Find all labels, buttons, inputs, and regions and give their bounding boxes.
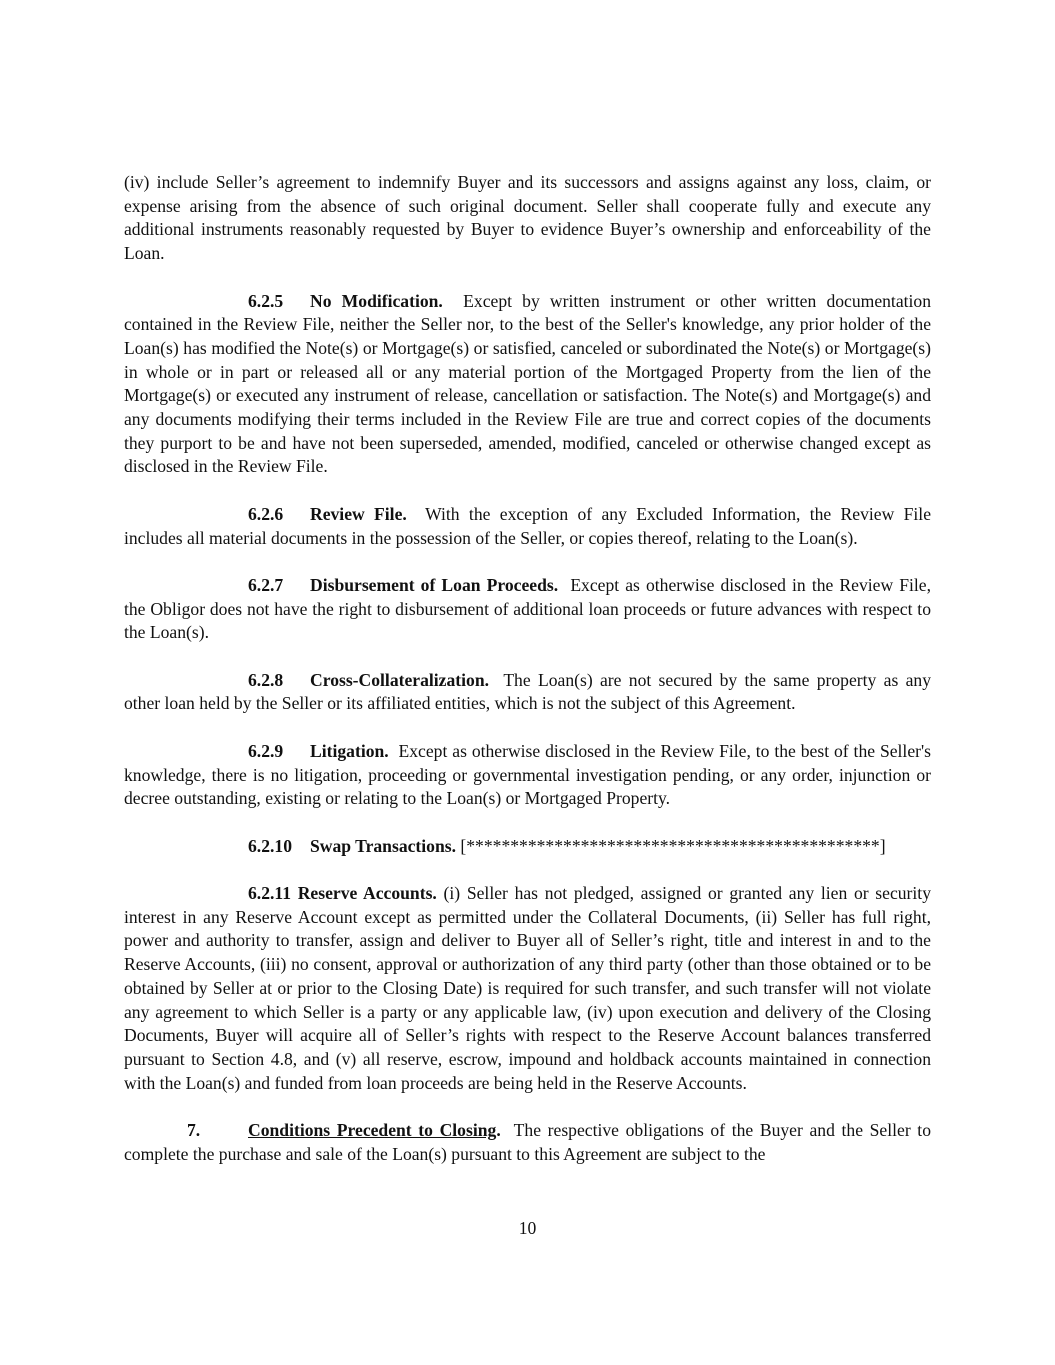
section-title: Disbursement of Loan Proceeds. [310, 574, 559, 595]
document-page [124, 171, 931, 1166]
section-number: 6.2.10 [248, 835, 292, 856]
section-body: The Loan(s) are not secured by the same property as any other loan held by the Seller or its affiliated entities, which is not the subject of this Agreement. [124, 669, 931, 714]
section-title: Swap Transactions. [310, 835, 456, 856]
section-6-2-10 [124, 835, 931, 859]
section-6-2-9 [124, 740, 931, 811]
section-body: With the exception of any Excluded Information, the Review File includes all material documents in the possession of the Seller, or copies thereof, relating to the Loan(s). [124, 503, 931, 548]
section-body: (i) Seller has not pledged, assigned or granted any lien or security interest in any Reserve Account except as permitted under the Collateral Documents, (ii) Seller has full right, power and authority to transfer, assign and deliver to Buyer all of Seller’s right, title and interest in and to the Reserve Accounts, (iii) no consent, approval or authorization of any third party (other than those obtained or to be obtained by Seller at or prior to the Closing Date) is required for such transfer, and such transfer will not violate any agreement to which Seller is a party or any applicable law, (iv) upon execution and delivery of the Closing Documents, Buyer will acquire all of Seller’s rights with respect to the Reserve Account balances transferred pursuant to Section 4.8, and (v) all reserve, escrow, impound and holdback accounts maintained in connection with the Loan(s) and funded from loan proceeds are being held in the Reserve Accounts. [124, 882, 931, 1093]
section-6-2-7 [124, 574, 931, 645]
section-number: 6.2.9 [248, 740, 284, 761]
section-number: 6.2.6 [248, 503, 284, 524]
section-6-2-6 [124, 503, 931, 550]
section-body: Except as otherwise disclosed in the Review File, the Obligor does not have the right to disbursement of additional loan proceeds or future advances with respect to the Loan(s). [124, 574, 932, 643]
section-title: Reserve Accounts. [297, 882, 437, 903]
continuation-paragraph: (iv) include Seller’s agreement to indemnify Buyer and its successors and assigns against any loss, claim, or expense arising from the absence of such original document. Seller shall cooperate fully and execute any additional instruments reasonably requested by Buyer to evidence Buyer’s ownership and enforceability of the Loan. [124, 172, 931, 264]
section-number: 6.2.7 [248, 574, 284, 595]
section-title: Litigation. [310, 740, 389, 761]
redacted-body: [***********************************************] [460, 835, 886, 856]
section-number: 6.2.11 [248, 882, 292, 903]
section-body: The respective obligations of the Buyer and the Seller to complete the purchase and sale of the Loan(s) pursuant to this Agreement are subject to the [124, 1120, 931, 1164]
page-number: 10 [518, 1218, 537, 1238]
section-title-punct: . [496, 1120, 501, 1140]
section-7 [124, 1119, 931, 1166]
section-title: Conditions Precedent to Closing [248, 1120, 497, 1140]
section-body: Except by written instrument or other written documentation contained in the Review File, neither the Seller nor, to the best of the Seller's knowledge, any prior holder of the Loan(s) has modified the Note(s) or Mortgage(s) or satisfied, canceled or subordinated the Note(s) or Mortgage(s) in whole or in part or released all or any material portion of the Mortgaged Property from the lien of the Mortgage(s) or executed any instrument of release, cancellation or satisfaction. The Note(s) and Mortgage(s) and any documents modifying their terms included in the Review File are true and correct copies of the documents they purport to be and have not been superseded, amended, modified, canceled or otherwise changed except as disclosed in the Review File. [124, 290, 931, 477]
section-title: Cross-Collateralization. [310, 669, 490, 690]
section-number: 7. [187, 1120, 201, 1140]
section-6-2-11 [124, 882, 931, 1095]
section-title: No Modification. [310, 290, 443, 311]
section-title: Review File. [310, 503, 407, 524]
section-number: 6.2.8 [248, 669, 284, 690]
section-6-2-5 [124, 290, 931, 480]
section-number: 6.2.5 [248, 290, 284, 311]
section-6-2-8 [124, 669, 931, 716]
section-body: Except as otherwise disclosed in the Review File, to the best of the Seller's knowledge, there is no litigation, proceeding or governmental investigation pending, or any order, injunction or decree outstanding, existing or relating to the Loan(s) or Mortgaged Property. [124, 740, 932, 809]
